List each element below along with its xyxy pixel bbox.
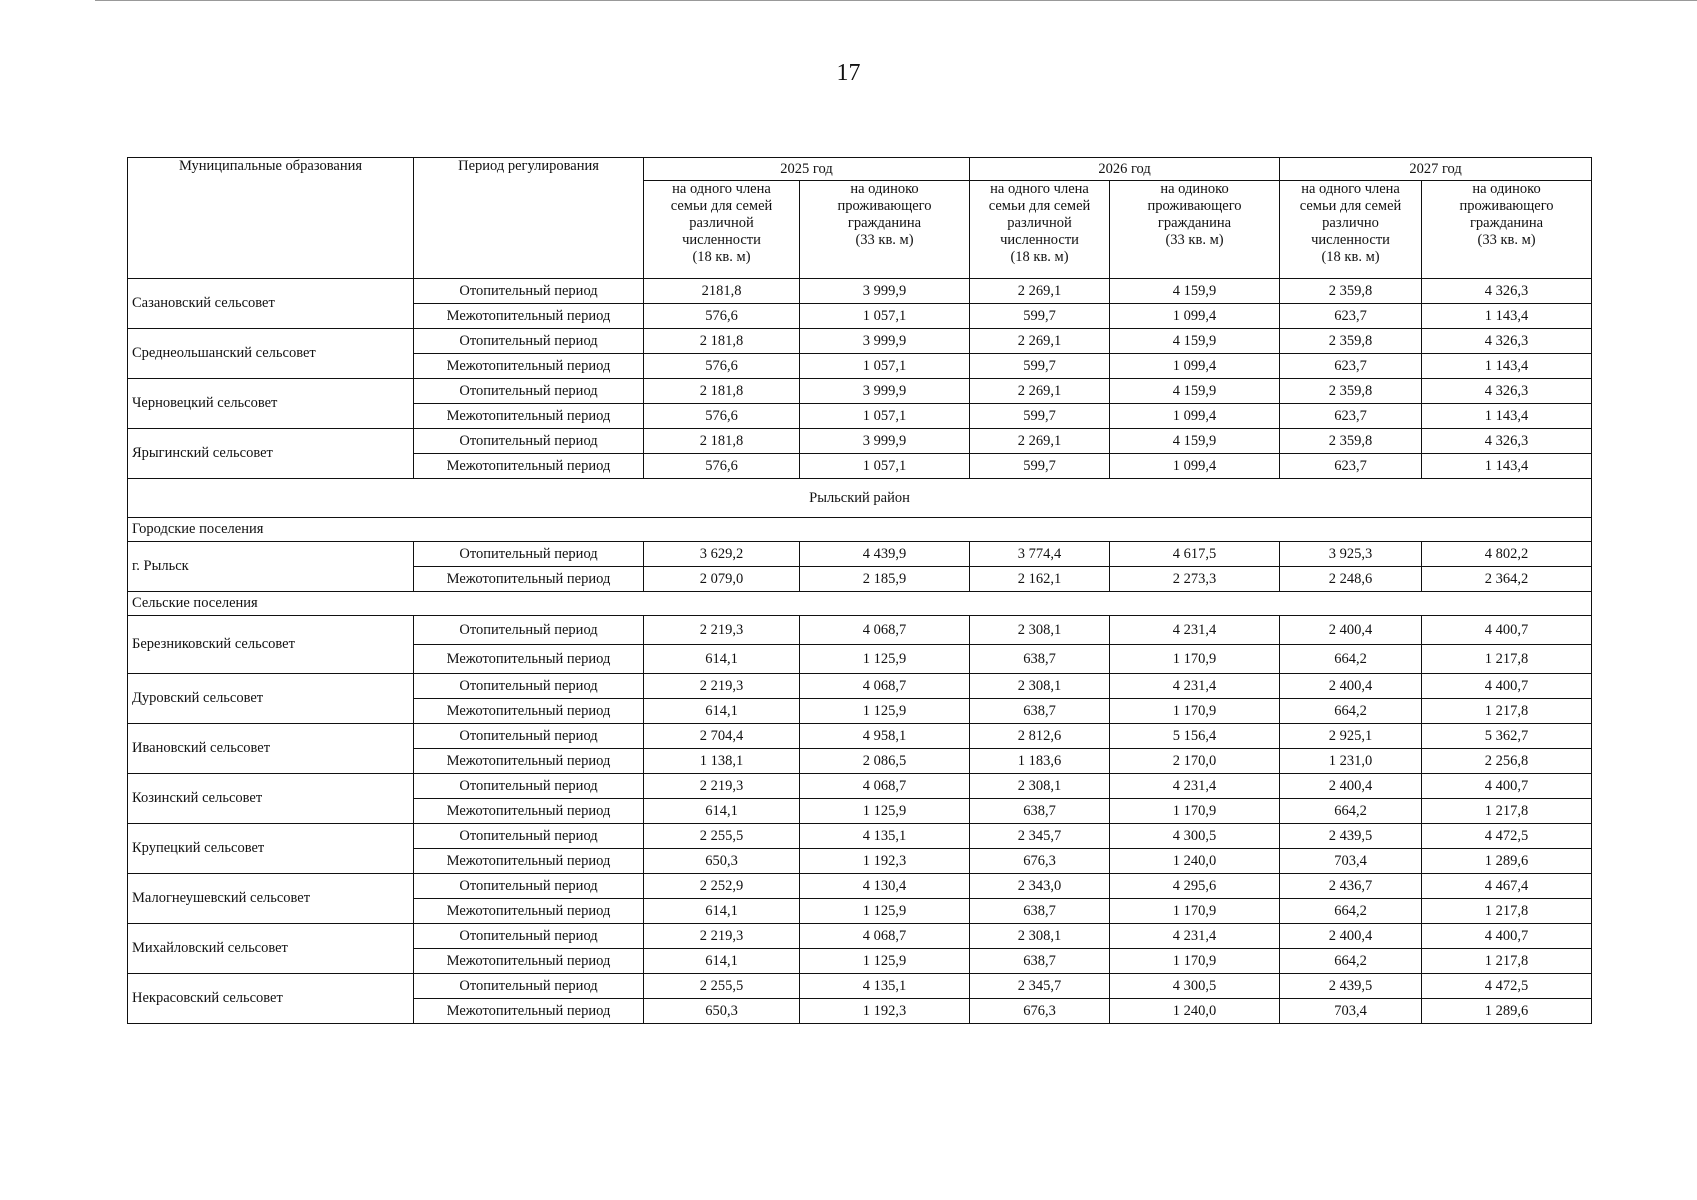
period-label: Отопительный период [414, 379, 644, 404]
table-cell: 2 400,4 [1280, 774, 1422, 799]
table-cell: 1 057,1 [800, 454, 970, 479]
table-cell: 1 183,6 [970, 749, 1110, 774]
table-row [128, 774, 1592, 799]
table-cell: 664,2 [1280, 899, 1422, 924]
page-top-border [95, 0, 1697, 1]
table-cell: 2 086,5 [800, 749, 970, 774]
table-cell: 638,7 [970, 949, 1110, 974]
table-cell: 4 802,2 [1422, 542, 1592, 567]
table-cell: 2 170,0 [1110, 749, 1280, 774]
table-cell: 623,7 [1280, 354, 1422, 379]
table-cell: 664,2 [1280, 799, 1422, 824]
table-cell: 2 269,1 [970, 429, 1110, 454]
header-per-member-2025 [644, 181, 800, 279]
header-line: различной [1007, 215, 1072, 231]
table-cell: 2 219,3 [644, 674, 800, 699]
period-label: Межотопительный период [414, 849, 644, 874]
page-number: 17 [836, 60, 861, 86]
table-cell: 4 617,5 [1110, 542, 1280, 567]
table-cell: 2 255,5 [644, 974, 800, 999]
table-row [128, 429, 1592, 454]
table-cell: 4 958,1 [800, 724, 970, 749]
table-cell: 2 256,8 [1422, 749, 1592, 774]
period-label: Отопительный период [414, 429, 644, 454]
header-line: проживающего [1459, 198, 1554, 214]
table-cell: 1 217,8 [1422, 645, 1592, 674]
table-cell: 5 156,4 [1110, 724, 1280, 749]
table-cell: 1 143,4 [1422, 304, 1592, 329]
table-cell: 3 999,9 [800, 329, 970, 354]
table-row [128, 874, 1592, 899]
table-cell: 1 289,6 [1422, 999, 1592, 1024]
table-cell: 1 170,9 [1110, 799, 1280, 824]
table-cell: 1 125,9 [800, 949, 970, 974]
header-line: (33 кв. м) [855, 232, 914, 248]
table-cell: 614,1 [644, 899, 800, 924]
table-cell: 4 472,5 [1422, 974, 1592, 999]
table-cell: 4 130,4 [800, 874, 970, 899]
header-line: (33 кв. м) [1165, 232, 1224, 248]
table-cell: 2 269,1 [970, 329, 1110, 354]
header-line: семьи для семей [1299, 198, 1402, 214]
header-line: проживающего [837, 198, 932, 214]
table-cell: 1 170,9 [1110, 645, 1280, 674]
period-label: Отопительный период [414, 724, 644, 749]
table-cell: 1 125,9 [800, 699, 970, 724]
table-cell: 2 400,4 [1280, 924, 1422, 949]
table-row [128, 542, 1592, 567]
table-cell: 623,7 [1280, 454, 1422, 479]
table-cell: 1 217,8 [1422, 699, 1592, 724]
table-row [128, 924, 1592, 949]
table-cell: 638,7 [970, 645, 1110, 674]
table-cell: 4 400,7 [1422, 924, 1592, 949]
period-label: Отопительный период [414, 824, 644, 849]
table-cell: 1 125,9 [800, 899, 970, 924]
table-cell: 4 467,4 [1422, 874, 1592, 899]
header-single-2027 [1422, 181, 1592, 279]
table-cell: 3 999,9 [800, 429, 970, 454]
table-cell: 1 192,3 [800, 849, 970, 874]
table-cell: 2 308,1 [970, 674, 1110, 699]
table-cell: 623,7 [1280, 404, 1422, 429]
header-year-2027: 2027 год [1280, 158, 1592, 181]
table-cell: 1 240,0 [1110, 849, 1280, 874]
table-cell: 2 345,7 [970, 824, 1110, 849]
table-cell: 4 400,7 [1422, 674, 1592, 699]
period-label: Отопительный период [414, 974, 644, 999]
table-cell: 1 143,4 [1422, 354, 1592, 379]
header-line: гражданина [1469, 215, 1544, 231]
table-row [128, 674, 1592, 699]
table-cell: 4 231,4 [1110, 616, 1280, 645]
table-cell: 1 099,4 [1110, 454, 1280, 479]
table-cell: 4 439,9 [800, 542, 970, 567]
municipality-name: Ивановский сельсовет [128, 724, 414, 774]
table-cell: 2 269,1 [970, 379, 1110, 404]
table-cell: 2 359,8 [1280, 279, 1422, 304]
table-cell: 4 295,6 [1110, 874, 1280, 899]
period-label: Отопительный период [414, 674, 644, 699]
table-cell: 1 099,4 [1110, 404, 1280, 429]
period-label: Отопительный период [414, 924, 644, 949]
period-label: Отопительный период [414, 329, 644, 354]
table-cell: 638,7 [970, 799, 1110, 824]
table-cell: 2 436,7 [1280, 874, 1422, 899]
table-cell: 1 217,8 [1422, 899, 1592, 924]
municipality-name: Дуровский сельсовет [128, 674, 414, 724]
header-line: на одного члена [672, 181, 771, 197]
table-cell: 1 057,1 [800, 354, 970, 379]
table-cell: 2 185,9 [800, 567, 970, 592]
tariff-table [127, 157, 1592, 1024]
header-single-2026 [1110, 181, 1280, 279]
municipality-name: Некрасовский сельсовет [128, 974, 414, 1024]
table-cell: 4 326,3 [1422, 379, 1592, 404]
table-cell: 3 925,3 [1280, 542, 1422, 567]
header-line: гражданина [847, 215, 922, 231]
table-cell: 576,6 [644, 454, 800, 479]
table-cell: 2 181,8 [644, 429, 800, 454]
table-cell: 1 125,9 [800, 645, 970, 674]
table-cell: 3 774,4 [970, 542, 1110, 567]
table-cell: 4 159,9 [1110, 379, 1280, 404]
table-cell: 576,6 [644, 304, 800, 329]
header-line: гражданина [1157, 215, 1232, 231]
table-cell: 2 359,8 [1280, 379, 1422, 404]
table-cell: 4 068,7 [800, 924, 970, 949]
header-line: семьи для семей [988, 198, 1091, 214]
table-cell: 2 219,3 [644, 616, 800, 645]
period-label: Межотопительный период [414, 999, 644, 1024]
table-cell: 703,4 [1280, 999, 1422, 1024]
table-cell: 4 231,4 [1110, 924, 1280, 949]
table-cell: 676,3 [970, 999, 1110, 1024]
table-cell: 2 252,9 [644, 874, 800, 899]
table-cell: 1 170,9 [1110, 949, 1280, 974]
header-line: на одиноко [1160, 181, 1229, 197]
table-cell: 638,7 [970, 699, 1110, 724]
header-period: Период регулирования [414, 158, 644, 279]
table-row [128, 379, 1592, 404]
table-cell: 576,6 [644, 404, 800, 429]
table-cell: 650,3 [644, 849, 800, 874]
table-cell: 1 231,0 [1280, 749, 1422, 774]
period-label: Межотопительный период [414, 699, 644, 724]
table-cell: 2 269,1 [970, 279, 1110, 304]
table-cell: 4 068,7 [800, 616, 970, 645]
table-cell: 664,2 [1280, 699, 1422, 724]
table-cell: 650,3 [644, 999, 800, 1024]
header-line: различной [689, 215, 754, 231]
header-line: на одиноко [1472, 181, 1541, 197]
table-cell: 2 219,3 [644, 774, 800, 799]
table-cell: 2 181,8 [644, 379, 800, 404]
table-cell: 614,1 [644, 949, 800, 974]
table-cell: 4 068,7 [800, 774, 970, 799]
table-cell: 623,7 [1280, 304, 1422, 329]
section-heading: Сельские поселения [128, 592, 1592, 616]
table-cell: 3 999,9 [800, 379, 970, 404]
table-cell: 1 099,4 [1110, 304, 1280, 329]
header-line: (18 кв. м) [1010, 249, 1069, 265]
table-cell: 1 289,6 [1422, 849, 1592, 874]
table-cell: 4 231,4 [1110, 774, 1280, 799]
period-label: Межотопительный период [414, 645, 644, 674]
period-label: Межотопительный период [414, 749, 644, 774]
table-cell: 1 143,4 [1422, 454, 1592, 479]
table-cell: 2 359,8 [1280, 429, 1422, 454]
table-cell: 4 400,7 [1422, 774, 1592, 799]
municipality-name: Михайловский сельсовет [128, 924, 414, 974]
header-line: (18 кв. м) [1321, 249, 1380, 265]
table-cell: 2 400,4 [1280, 674, 1422, 699]
table-cell: 599,7 [970, 454, 1110, 479]
table-cell: 4 300,5 [1110, 824, 1280, 849]
table-cell: 1 170,9 [1110, 899, 1280, 924]
table-cell: 1 057,1 [800, 304, 970, 329]
table-row [128, 974, 1592, 999]
header-line: на одиноко [850, 181, 919, 197]
header-single-2025 [800, 181, 970, 279]
header-year-2026: 2026 год [970, 158, 1280, 181]
header-year-2025: 2025 год [644, 158, 970, 181]
table-cell: 4 326,3 [1422, 429, 1592, 454]
table-cell: 2 400,4 [1280, 616, 1422, 645]
table-cell: 2181,8 [644, 279, 800, 304]
table-cell: 2 255,5 [644, 824, 800, 849]
table-cell: 1 217,8 [1422, 949, 1592, 974]
period-label: Межотопительный период [414, 799, 644, 824]
period-label: Межотопительный период [414, 567, 644, 592]
table-cell: 4 159,9 [1110, 279, 1280, 304]
period-label: Отопительный период [414, 874, 644, 899]
table-cell: 1 240,0 [1110, 999, 1280, 1024]
table-cell: 2 925,1 [1280, 724, 1422, 749]
municipality-name: Козинский сельсовет [128, 774, 414, 824]
header-line: (33 кв. м) [1477, 232, 1536, 248]
table-cell: 1 192,3 [800, 999, 970, 1024]
table-cell: 1 125,9 [800, 799, 970, 824]
table-cell: 5 362,7 [1422, 724, 1592, 749]
municipality-name: Ярыгинский сельсовет [128, 429, 414, 479]
table-cell: 664,2 [1280, 645, 1422, 674]
table-cell: 2 079,0 [644, 567, 800, 592]
table-cell: 614,1 [644, 699, 800, 724]
table-row [128, 824, 1592, 849]
period-label: Межотопительный период [414, 354, 644, 379]
table-cell: 2 439,5 [1280, 824, 1422, 849]
table-cell: 614,1 [644, 645, 800, 674]
header-line: численности [1311, 232, 1390, 248]
header-line: на одного члена [1301, 181, 1400, 197]
table-cell: 2 308,1 [970, 924, 1110, 949]
municipality-name: г. Рыльск [128, 542, 414, 592]
table-row [128, 616, 1592, 645]
table-cell: 2 162,1 [970, 567, 1110, 592]
table-cell: 2 343,0 [970, 874, 1110, 899]
table-cell: 2 219,3 [644, 924, 800, 949]
table-cell: 4 135,1 [800, 974, 970, 999]
table-cell: 703,4 [1280, 849, 1422, 874]
header-line: семьи для семей [670, 198, 773, 214]
table-cell: 2 308,1 [970, 774, 1110, 799]
header-per-member-2027 [1280, 181, 1422, 279]
table-cell: 2 308,1 [970, 616, 1110, 645]
table-cell: 2 439,5 [1280, 974, 1422, 999]
table-cell: 4 300,5 [1110, 974, 1280, 999]
table-body [128, 279, 1592, 1024]
header-line: проживающего [1147, 198, 1242, 214]
table-cell: 2 364,2 [1422, 567, 1592, 592]
table-cell: 2 359,8 [1280, 329, 1422, 354]
period-label: Межотопительный период [414, 304, 644, 329]
table-cell: 4 326,3 [1422, 279, 1592, 304]
municipality-name: Черновецкий сельсовет [128, 379, 414, 429]
table-cell: 2 345,7 [970, 974, 1110, 999]
table-cell: 1 217,8 [1422, 799, 1592, 824]
table-cell: 1 057,1 [800, 404, 970, 429]
table-cell: 4 159,9 [1110, 329, 1280, 354]
header-line: (18 кв. м) [692, 249, 751, 265]
municipality-name: Крупецкий сельсовет [128, 824, 414, 874]
table-cell: 3 629,2 [644, 542, 800, 567]
table-row [128, 724, 1592, 749]
table-cell: 599,7 [970, 304, 1110, 329]
municipality-name: Березниковский сельсовет [128, 616, 414, 674]
table-cell: 599,7 [970, 404, 1110, 429]
header-per-member-2026 [970, 181, 1110, 279]
table-cell: 4 231,4 [1110, 674, 1280, 699]
header-line: численности [1000, 232, 1079, 248]
table-row [128, 329, 1592, 354]
period-label: Отопительный период [414, 542, 644, 567]
period-label: Межотопительный период [414, 949, 644, 974]
table-cell: 599,7 [970, 354, 1110, 379]
table-cell: 2 181,8 [644, 329, 800, 354]
table-cell: 2 273,3 [1110, 567, 1280, 592]
section-heading: Городские поселения [128, 518, 1592, 542]
table-cell: 638,7 [970, 899, 1110, 924]
table-cell: 1 138,1 [644, 749, 800, 774]
table-cell: 614,1 [644, 799, 800, 824]
table-cell: 1 143,4 [1422, 404, 1592, 429]
district-heading: Рыльский район [128, 479, 1592, 518]
table-cell: 3 999,9 [800, 279, 970, 304]
period-label: Межотопительный период [414, 454, 644, 479]
table-cell: 2 812,6 [970, 724, 1110, 749]
header-line: на одного члена [990, 181, 1089, 197]
municipality-name: Среднеольшанский сельсовет [128, 329, 414, 379]
period-label: Межотопительный период [414, 404, 644, 429]
header-municipality: Муниципальные образования [128, 158, 414, 279]
table-cell: 576,6 [644, 354, 800, 379]
table-cell: 676,3 [970, 849, 1110, 874]
table-cell: 4 135,1 [800, 824, 970, 849]
table-row [128, 279, 1592, 304]
table-cell: 1 099,4 [1110, 354, 1280, 379]
table-cell: 4 472,5 [1422, 824, 1592, 849]
period-label: Отопительный период [414, 774, 644, 799]
municipality-name: Малогнеушевский сельсовет [128, 874, 414, 924]
table-cell: 664,2 [1280, 949, 1422, 974]
period-label: Межотопительный период [414, 899, 644, 924]
table-cell: 4 068,7 [800, 674, 970, 699]
period-label: Отопительный период [414, 616, 644, 645]
municipality-name: Сазановский сельсовет [128, 279, 414, 329]
table-cell: 1 170,9 [1110, 699, 1280, 724]
table-cell: 2 704,4 [644, 724, 800, 749]
table-cell: 4 400,7 [1422, 616, 1592, 645]
table-cell: 4 159,9 [1110, 429, 1280, 454]
table-cell: 4 326,3 [1422, 329, 1592, 354]
table-cell: 2 248,6 [1280, 567, 1422, 592]
header-line: различно [1322, 215, 1379, 231]
header-line: численности [682, 232, 761, 248]
period-label: Отопительный период [414, 279, 644, 304]
